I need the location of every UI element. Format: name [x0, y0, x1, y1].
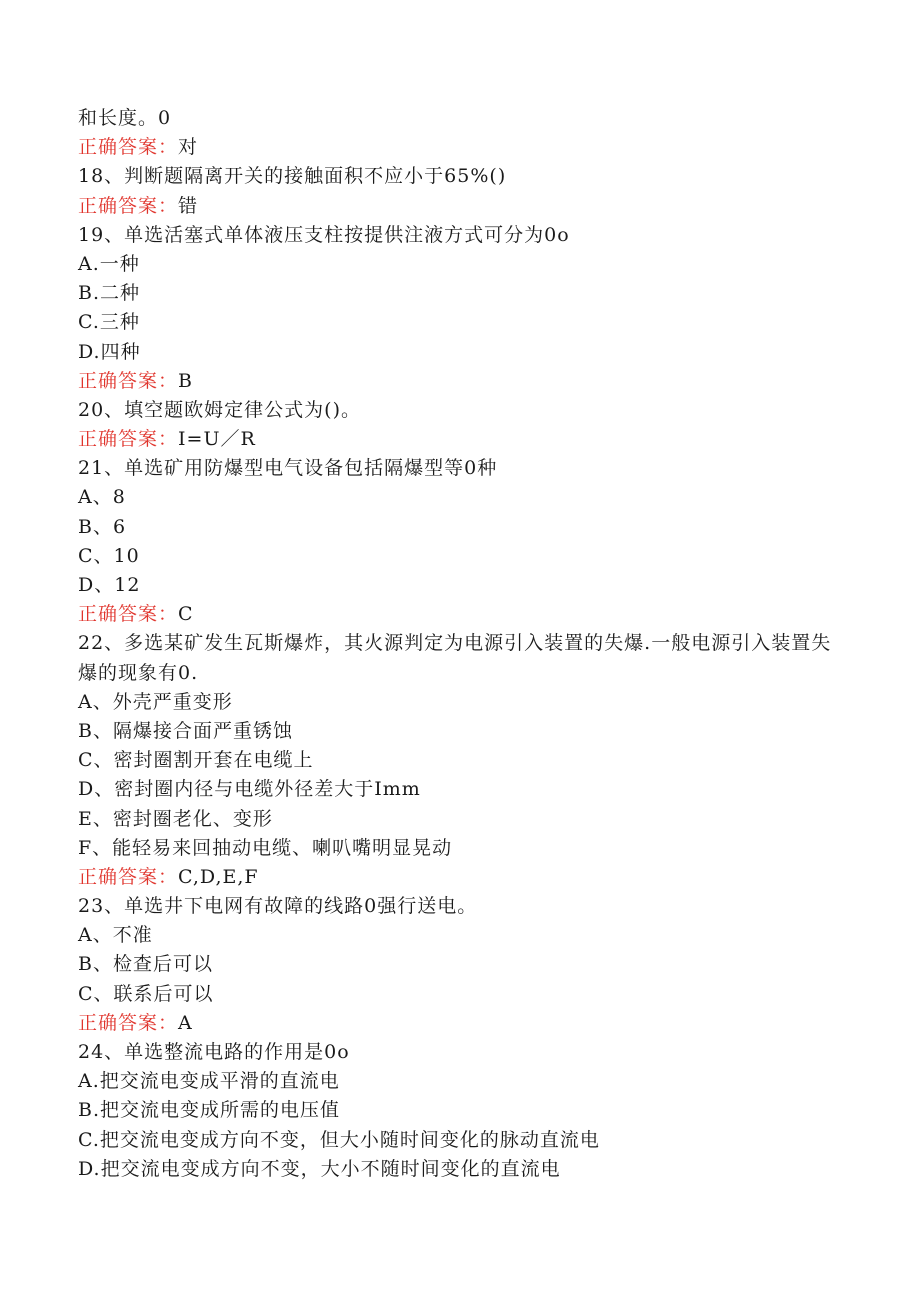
- option-item: C、密封圈割开套在电缆上: [78, 749, 314, 772]
- option-item: D.把交流电变成方向不变，大小不随时间变化的直流电: [78, 1157, 561, 1180]
- question-stem: 22、多选某矿发生瓦斯爆炸，其火源判定为电源引入装置的失爆.一般电源引入装置失爆的现象有0.: [78, 632, 832, 684]
- answer-value: B: [178, 369, 193, 392]
- answer-value: 对: [178, 136, 199, 159]
- option-item: A、不准: [78, 924, 153, 947]
- answer-label: 正确答案：: [78, 369, 179, 392]
- question-stem: 21、单选矿用防爆型电气设备包括隔爆型等0种: [78, 457, 498, 480]
- option-item: A、外壳严重变形: [78, 690, 233, 713]
- option-item: C、联系后可以: [78, 982, 214, 1005]
- question-stem: 19、单选活塞式单体液压支柱按提供注液方式可分为0o: [78, 223, 570, 246]
- option-item: B、隔爆接合面严重锈蚀: [78, 719, 293, 742]
- option-item: A、8: [78, 486, 126, 509]
- option-item: B.二种: [78, 282, 141, 305]
- option-item: A.一种: [78, 252, 140, 275]
- answer-label: 正确答案：: [78, 603, 179, 626]
- answer-label: 正确答案：: [78, 428, 179, 451]
- option-item: C.三种: [78, 311, 140, 334]
- option-item: A.把交流电变成平滑的直流电: [78, 1070, 340, 1093]
- answer-label: 正确答案：: [78, 865, 179, 888]
- question-stem: 20、填空题欧姆定律公式为()。: [78, 398, 362, 421]
- question-stem: 18、判断题隔离开关的接触面积不应小于65%(): [78, 165, 507, 188]
- answer-line: [78, 600, 838, 629]
- answer-line: [78, 367, 838, 396]
- answer-value: C,D,E,F: [178, 865, 259, 888]
- answer-line: [78, 1009, 838, 1038]
- option-item: D.四种: [78, 340, 141, 363]
- answer-label: 正确答案：: [78, 1011, 179, 1034]
- answer-value: A: [178, 1011, 193, 1034]
- answer-label: 正确答案：: [78, 136, 179, 159]
- option-item: B、6: [78, 515, 127, 538]
- answer-value: 错: [178, 194, 199, 217]
- option-item: F、能轻易来回抽动电缆、喇叭嘴明显晃动: [78, 836, 453, 859]
- question-stem: 24、单选整流电路的作用是0o: [78, 1041, 350, 1064]
- option-item: B、检查后可以: [78, 953, 213, 976]
- question-list: [78, 104, 838, 1184]
- option-item: C、10: [78, 544, 140, 567]
- option-item: B.把交流电变成所需的电压值: [78, 1099, 341, 1122]
- question-stem: 23、单选井下电网有故障的线路0强行送电。: [78, 895, 478, 918]
- option-item: C.把交流电变成方向不变，但大小随时间变化的脉动直流电: [78, 1128, 600, 1151]
- answer-line: [78, 133, 838, 162]
- answer-line: [78, 425, 838, 454]
- previous-question-fragment: 和长度。0: [78, 107, 172, 129]
- answer-line: [78, 192, 838, 221]
- answer-line: [78, 863, 838, 892]
- answer-value: I=U／R: [178, 428, 256, 451]
- option-item: D、密封圈内径与电缆外径差大于Imm: [78, 778, 421, 801]
- answer-label: 正确答案：: [78, 194, 179, 217]
- option-item: D、12: [78, 574, 141, 596]
- option-item: E、密封圈老化、变形: [78, 807, 273, 830]
- answer-value: C: [178, 603, 194, 626]
